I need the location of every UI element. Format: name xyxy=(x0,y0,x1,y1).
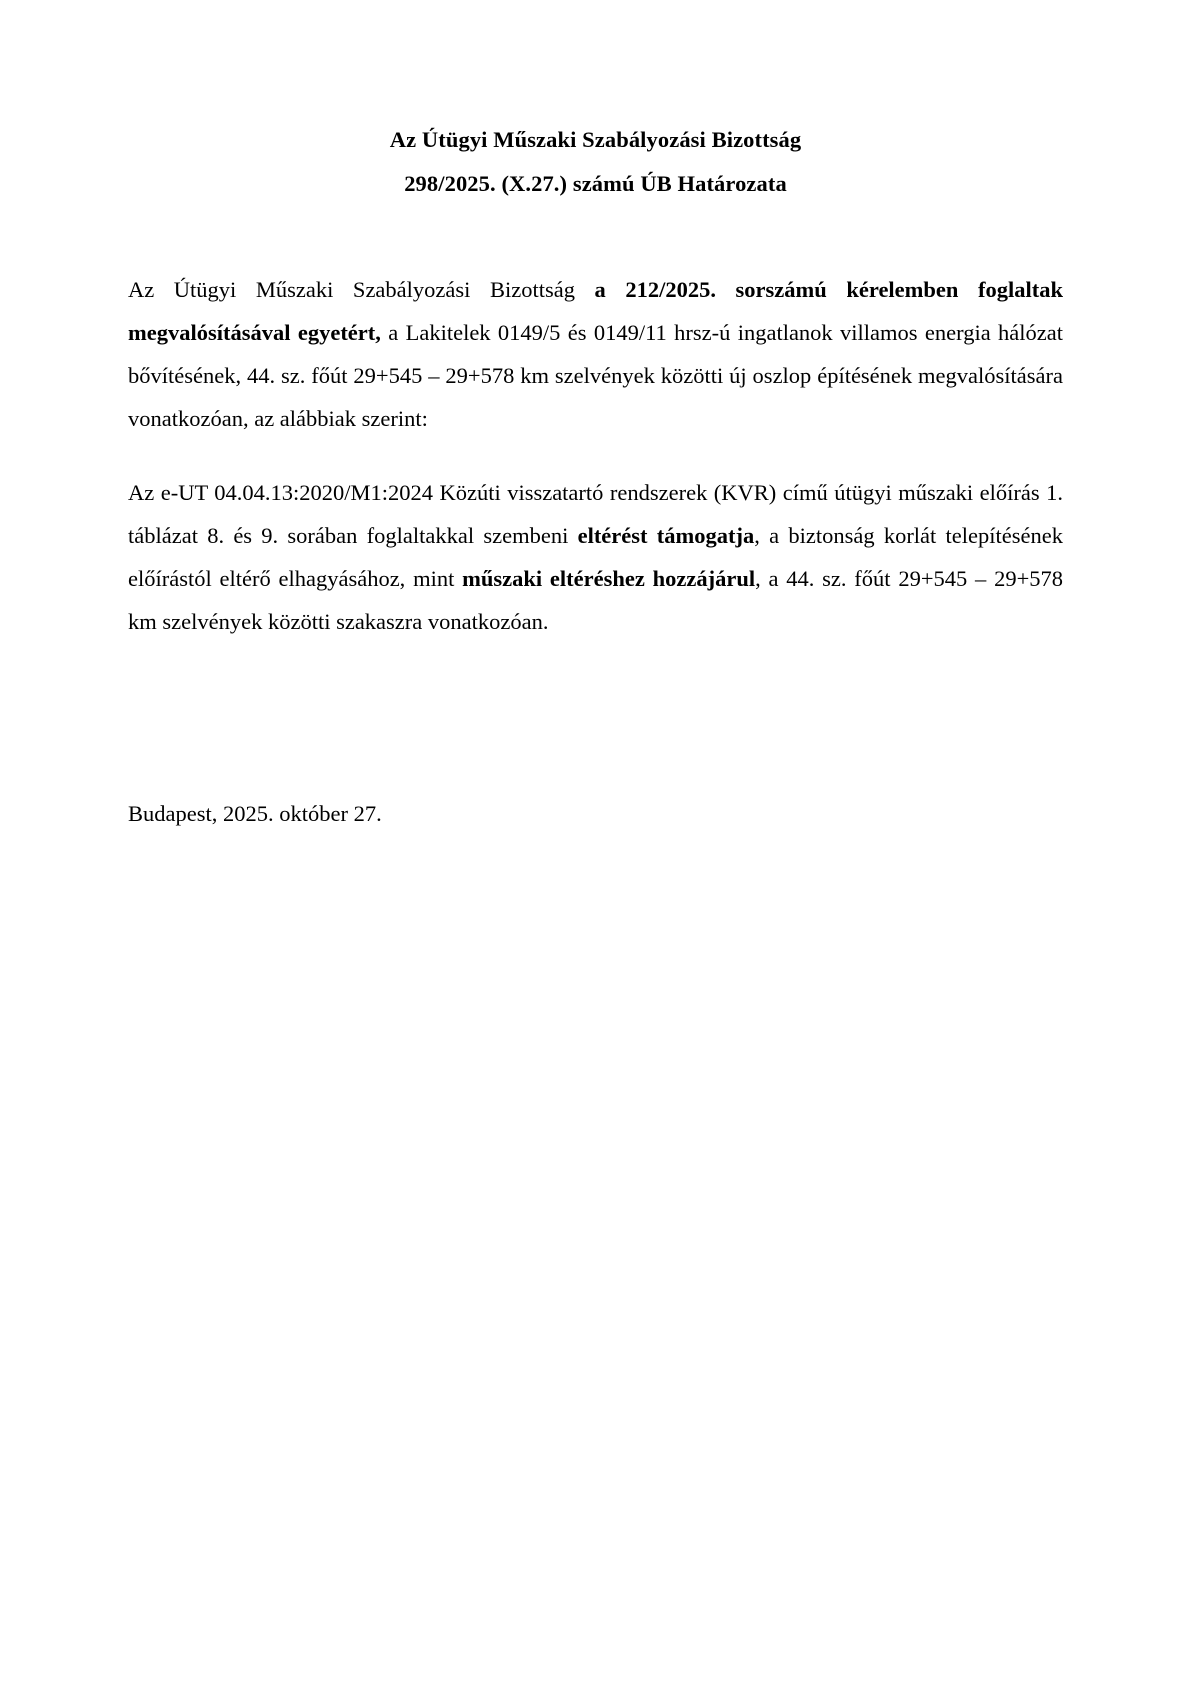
paragraph1-segment-1: Az Útügyi Műszaki Szabályozási Bizottság xyxy=(128,276,595,302)
paragraph2-segment-4-bold: műszaki eltéréshez hozzájárul xyxy=(462,565,756,591)
paragraph2-segment-5: , a 44. sz. főút 29+545 – 29+578 km szelvények közötti szakaszra vonatkozóan. xyxy=(128,565,1064,635)
paragraph-resolution-agreement xyxy=(128,268,1063,441)
paragraph2-segment-3: , a biztonság korlát telepítésének előírástól eltérő elhagyásához, mint xyxy=(128,522,1063,591)
paragraph2-segment-1: Az e-UT 04.04.13:2020/M1:2024 Közúti visszatartó rendszerek (KVR) című útügyi műszaki előírás 1. táblázat 8. és 9. sorában foglaltakkal szembeni xyxy=(128,479,1063,548)
paragraph-technical-deviation xyxy=(128,471,1063,644)
paragraph2-segment-2-bold: eltérést támogatja xyxy=(577,522,755,548)
page-title-line-1: Az Útügyi Műszaki Szabályozási Bizottság xyxy=(389,127,802,152)
paragraph1-segment-2-bold: a 212/2025. sorszámú kérelemben foglaltak megvalósításával egyetért, xyxy=(128,276,1063,345)
paragraph1-segment-3: a Lakitelek 0149/5 és 0149/11 hrsz-ú ingatlanok villamos energia hálózat bővítésének, 44. sz. főút 29+545 – 29+578 km szelvények közötti új oszlop építésének megvalósítására vonatkozóan, az alábbiak szerint: xyxy=(128,319,1063,432)
page-title-line-2: 298/2025. (X.27.) számú ÚB Határozata xyxy=(404,170,787,196)
document-body xyxy=(128,268,1063,644)
signature-block xyxy=(128,793,1063,836)
document-title-block xyxy=(128,118,1063,206)
place-and-date: Budapest, 2025. október 27. xyxy=(128,801,382,827)
